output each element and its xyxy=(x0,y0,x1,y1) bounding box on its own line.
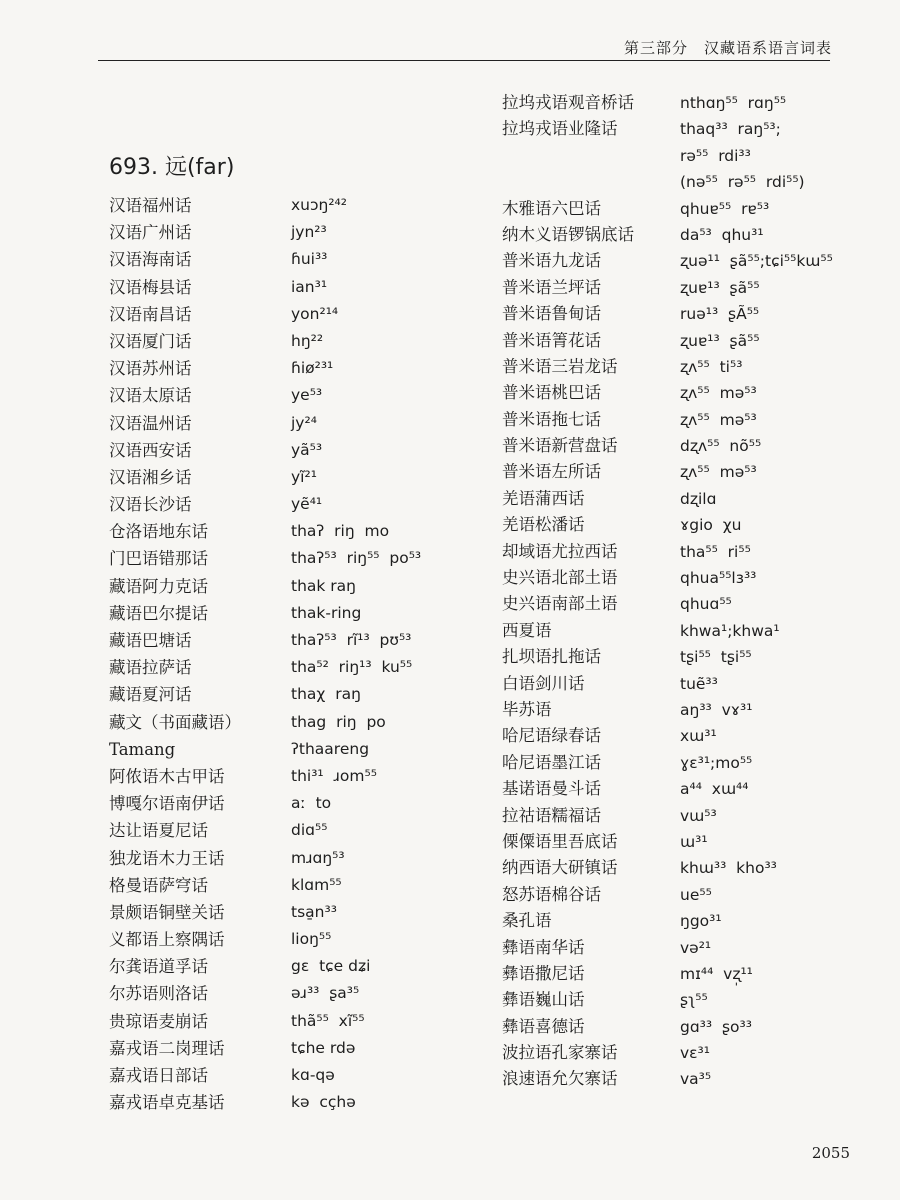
dialect-name: 基诺语曼斗话 xyxy=(502,779,601,799)
dialect-name: 普米语左所话 xyxy=(502,462,601,482)
word-entry-row xyxy=(109,627,449,654)
word-entry-row xyxy=(109,328,449,355)
phonetic-form: hŋ²² xyxy=(291,331,324,350)
word-entry-row xyxy=(109,301,449,328)
word-entry-row xyxy=(109,355,449,382)
dialect-name: 仓洛语地东话 xyxy=(109,522,208,542)
phonetic-form: ye⁵³ xyxy=(291,386,323,405)
phonetic-form: khɯ³³ kho³³ xyxy=(680,859,777,878)
phonetic-form: tɕhe rdə xyxy=(291,1038,356,1057)
dialect-name: 藏语巴塘话 xyxy=(109,631,192,650)
phonetic-form: ian³¹ xyxy=(291,277,328,296)
phonetic-form: ʐuɐ¹³ ʂã⁵⁵ xyxy=(680,278,760,297)
phonetic-form: aː to xyxy=(291,794,332,813)
phonetic-form: mɹɑŋ⁵³ xyxy=(291,848,345,867)
word-entry-row xyxy=(109,709,449,736)
phonetic-form: ʔthaareng xyxy=(291,739,370,758)
word-entry-row xyxy=(502,935,862,961)
dialect-name: 傈僳语里吾底话 xyxy=(502,831,618,851)
dialect-name: 藏语阿力克话 xyxy=(109,576,208,596)
phonetic-form: mɪ⁴⁴ vʐ̩¹¹ xyxy=(680,964,753,983)
dialect-name: 门巴语错那话 xyxy=(109,549,208,569)
word-entry-row xyxy=(502,803,862,829)
phonetic-form: jy²⁴ xyxy=(291,413,317,432)
phonetic-form: yã⁵³ xyxy=(291,440,323,459)
word-entry-row xyxy=(502,275,862,301)
word-entry-row xyxy=(502,829,862,855)
phonetic-form: thag riŋ po xyxy=(291,712,386,731)
word-entry-row xyxy=(109,437,449,464)
word-entry-row xyxy=(502,618,862,644)
phonetic-form: thaq³³ raŋ⁵³; xyxy=(680,120,781,139)
phonetic-form: thaχ raŋ xyxy=(291,685,361,704)
phonetic-form: thi³¹ ɹom⁵⁵ xyxy=(291,766,377,785)
word-entry-row xyxy=(502,961,862,987)
word-entry-row xyxy=(109,654,449,681)
phonetic-form: lioŋ⁵⁵ xyxy=(291,930,332,949)
word-entry-row xyxy=(109,545,449,572)
dialect-name: 普米语鲁甸话 xyxy=(502,304,601,324)
phonetic-form: vɯ⁵³ xyxy=(680,806,717,825)
dialect-name: 纳西语大研镇话 xyxy=(502,858,618,878)
phonetic-form: qhuɐ⁵⁵ rɐ⁵³ xyxy=(680,199,770,218)
phonetic-form: a⁴⁴ xɯ⁴⁴ xyxy=(680,780,749,799)
dialect-name: 彝语巍山话 xyxy=(502,990,585,1010)
word-entry-row xyxy=(109,464,449,491)
dialect-name: 浪速语允欠寨话 xyxy=(502,1069,618,1089)
word-entry-row xyxy=(109,1008,449,1035)
word-entry-row xyxy=(502,459,862,485)
dialect-name: 汉语厦门话 xyxy=(109,331,192,351)
word-entry-row xyxy=(502,1040,862,1066)
word-entry-row xyxy=(109,219,449,246)
entry-title: 693. 远(far) xyxy=(109,155,235,180)
dialect-name: 普米语新营盘话 xyxy=(502,436,618,456)
word-entry-row xyxy=(502,116,862,142)
word-entry-row xyxy=(109,246,449,273)
word-entry-row xyxy=(109,953,449,980)
dialect-name: 尔龚语道孚话 xyxy=(109,957,208,977)
word-entry-row xyxy=(109,899,449,926)
dialect-name: 却域语尤拉西话 xyxy=(502,541,618,561)
word-entry-row xyxy=(109,573,449,600)
phonetic-form: gɛ tɕe dʑi xyxy=(291,957,371,976)
word-entry-row xyxy=(502,750,862,776)
phonetic-form: nthɑŋ⁵⁵ rɑŋ⁵⁵ xyxy=(680,94,787,112)
phonetic-form: ʐʌ⁵⁵ mə⁵³ xyxy=(680,463,757,482)
phonetic-form: ʐʌ⁵⁵ mə⁵³ xyxy=(680,384,757,403)
dialect-name: 景颇语铜壁关话 xyxy=(109,902,225,922)
phonetic-form: aŋ³³ vɤ³¹ xyxy=(680,700,753,719)
dialect-name: Tamang xyxy=(109,739,176,759)
word-entry-row xyxy=(502,248,862,274)
phonetic-form: əɹ³³ ʂa³⁵ xyxy=(291,984,360,1003)
dialect-name: 普米语兰坪话 xyxy=(502,277,601,297)
phonetic-form: thaʔ⁵³ riŋ⁵⁵ po⁵³ xyxy=(291,549,422,568)
phonetic-form: qhua⁵⁵lɜ³³ xyxy=(680,569,757,588)
word-entry-row xyxy=(502,591,862,617)
phonetic-form: ɤgio χu xyxy=(680,516,742,535)
phonetic-form: rə⁵⁵ rdi³³ xyxy=(680,146,751,165)
word-entry-row xyxy=(502,222,862,248)
page-header: 第三部分 汉藏语系语言词表 xyxy=(623,39,832,57)
phonetic-form: xɯ³¹ xyxy=(680,727,717,746)
dialect-name: 哈尼语墨江话 xyxy=(502,752,601,772)
word-entry-row xyxy=(502,380,862,406)
dialect-name: 博嘎尔语南伊话 xyxy=(109,794,225,814)
dialect-name: 汉语梅县话 xyxy=(109,277,192,297)
dialect-name: 汉语苏州话 xyxy=(109,359,192,379)
dialect-name: 藏文（书面藏语） xyxy=(109,712,241,732)
dialect-name: 史兴语南部土语 xyxy=(502,594,618,614)
word-entry-row xyxy=(502,486,862,512)
dialect-name: 尔苏语则洛话 xyxy=(109,984,208,1004)
phonetic-form: ʐuɐ¹³ ʂã⁵⁵ xyxy=(680,331,760,350)
phonetic-form: vɛ³¹ xyxy=(680,1044,710,1063)
dialect-name: 木雅语六巴话 xyxy=(502,198,601,218)
phonetic-form: tʂi⁵⁵ tʂi⁵⁵ xyxy=(680,648,752,667)
word-entry-row xyxy=(109,681,449,708)
phonetic-form: yẽ⁴¹ xyxy=(291,495,323,514)
word-entry-row xyxy=(109,1062,449,1089)
dialect-name: 彝语喜德话 xyxy=(502,1016,585,1036)
dialect-name: 汉语长沙话 xyxy=(109,495,192,515)
phonetic-form: thaʔ⁵³ rĩ¹³ pʊ⁵³ xyxy=(291,631,412,649)
word-entry-row xyxy=(109,192,449,219)
dialect-name: 普米语拖七话 xyxy=(502,409,601,429)
dialect-name: 贵琼语麦崩话 xyxy=(109,1011,208,1031)
phonetic-form: thaʔ riŋ mo xyxy=(291,522,390,541)
word-entry-row xyxy=(502,407,862,433)
word-entry-row xyxy=(502,196,862,222)
dialect-name: 扎坝语扎拖话 xyxy=(502,647,601,667)
dialect-name: 嘉戎语卓克基话 xyxy=(109,1093,225,1113)
phonetic-form: yĩ²¹ xyxy=(291,467,317,486)
dialect-name: 独龙语木力王话 xyxy=(109,848,225,868)
header-rule xyxy=(98,60,830,61)
phonetic-form: yon²¹⁴ xyxy=(291,304,339,323)
page-number: 2055 xyxy=(811,1144,850,1162)
phonetic-form: jyn²³ xyxy=(291,223,327,242)
dialect-name: 毕苏语 xyxy=(502,699,552,719)
phonetic-form: ʂʅ⁵⁵ xyxy=(680,991,708,1010)
dialect-name: 汉语太原话 xyxy=(109,386,192,406)
word-entry-row xyxy=(502,908,862,934)
word-entry-row xyxy=(502,644,862,670)
dialect-name: 普米语九龙话 xyxy=(502,251,601,271)
dialect-name: 普米语箐花话 xyxy=(502,330,601,350)
word-entry-row xyxy=(502,301,862,327)
word-entry-row xyxy=(502,433,862,459)
word-entry-row xyxy=(502,565,862,591)
dialect-name: 史兴语北部土语 xyxy=(502,568,618,588)
word-entry-row xyxy=(502,855,862,881)
word-entry-row xyxy=(109,1035,449,1062)
word-entry-row xyxy=(109,763,449,790)
dialect-name: 普米语桃巴话 xyxy=(502,383,601,403)
dialect-name: 汉语海南话 xyxy=(109,250,192,270)
phonetic-form: ɦui³³ xyxy=(291,250,328,269)
phonetic-form: gɑ³³ ʂo³³ xyxy=(680,1017,752,1036)
left-column xyxy=(109,192,449,1116)
dialect-name: 阿侬语木古甲话 xyxy=(109,766,225,786)
phonetic-form: tsa̱n³³ xyxy=(291,902,337,921)
phonetic-form: diɑ⁵⁵ xyxy=(291,821,328,840)
dialect-name: 嘉戎语日部话 xyxy=(109,1066,208,1085)
phonetic-form: xuɔŋ²⁴² xyxy=(291,196,347,214)
dialect-name: 西夏语 xyxy=(502,620,552,640)
phonetic-form: qhuɑ⁵⁵ xyxy=(680,595,732,614)
word-entry-row xyxy=(502,512,862,538)
phonetic-form: thã⁵⁵ xĩ⁵⁵ xyxy=(291,1011,365,1030)
dialect-name: 嘉戎语二岗理话 xyxy=(109,1038,225,1058)
dialect-name: 汉语广州话 xyxy=(109,223,192,243)
word-entry-row xyxy=(502,1014,862,1040)
word-entry-row xyxy=(109,518,449,545)
word-entry-row xyxy=(502,723,862,749)
word-entry-row xyxy=(502,169,862,195)
dialect-name: 拉坞戎语业隆话 xyxy=(502,119,618,139)
dialect-name: 汉语福州话 xyxy=(109,196,192,215)
dialect-name: 羌语蒲西话 xyxy=(502,488,585,508)
phonetic-form: ŋgo³¹ xyxy=(680,912,722,931)
phonetic-form: dʐʌ⁵⁵ nõ⁵⁵ xyxy=(680,437,762,456)
word-entry-row xyxy=(109,382,449,409)
word-entry-row xyxy=(502,143,862,169)
right-column xyxy=(502,90,862,1093)
dialect-name: 纳木义语锣锅底话 xyxy=(502,224,634,244)
phonetic-form: da⁵³ qhu³¹ xyxy=(680,225,764,244)
phonetic-form: ruə¹³ ʂÃ⁵⁵ xyxy=(680,305,760,324)
word-entry-row xyxy=(109,600,449,627)
dialect-name: 彝语南华话 xyxy=(502,937,585,957)
word-entry-row xyxy=(109,736,449,763)
phonetic-form: kɑ-qə xyxy=(291,1066,335,1084)
word-entry-row xyxy=(109,790,449,817)
word-entry-row xyxy=(109,845,449,872)
word-entry-row xyxy=(109,1089,449,1116)
word-entry-row xyxy=(109,817,449,844)
dialect-name: 汉语温州话 xyxy=(109,413,192,433)
phonetic-form: (nə⁵⁵ rə⁵⁵ rdi⁵⁵) xyxy=(680,173,805,192)
phonetic-form: və²¹ xyxy=(680,938,712,957)
word-entry-row xyxy=(109,926,449,953)
word-entry-row xyxy=(502,697,862,723)
dialect-name: 普米语三岩龙话 xyxy=(502,356,618,376)
phonetic-form: dʐilɑ xyxy=(680,489,717,508)
dialect-name: 怒苏语棉谷话 xyxy=(502,884,601,904)
phonetic-form: tha⁵² riŋ¹³ ku⁵⁵ xyxy=(291,658,413,677)
word-entry-row xyxy=(109,274,449,301)
word-entry-row xyxy=(502,90,862,116)
phonetic-form: thak-ring xyxy=(291,603,362,622)
dialect-name: 汉语西安话 xyxy=(109,440,192,460)
dialect-name: 藏语拉萨话 xyxy=(109,658,192,678)
word-entry-row xyxy=(502,539,862,565)
phonetic-form: tha⁵⁵ ri⁵⁵ xyxy=(680,542,751,561)
dialect-name: 达让语夏尼话 xyxy=(109,821,208,841)
phonetic-form: ʐʌ⁵⁵ ti⁵³ xyxy=(680,357,743,376)
word-entry-row xyxy=(109,410,449,437)
word-entry-row xyxy=(109,491,449,518)
dialect-name: 义都语上察隅话 xyxy=(109,930,225,950)
word-entry-row xyxy=(502,882,862,908)
phonetic-form: ue⁵⁵ xyxy=(680,885,712,904)
dialect-name: 哈尼语绿春话 xyxy=(502,726,601,746)
dialect-name: 羌语松潘话 xyxy=(502,515,585,535)
word-entry-row xyxy=(109,872,449,899)
phonetic-form: khwa¹;khwa¹ xyxy=(680,621,780,640)
phonetic-form: ɦiø²³¹ xyxy=(291,359,334,378)
phonetic-form: ɣɛ³¹;mo⁵⁵ xyxy=(680,753,753,772)
word-entry-row xyxy=(502,1066,862,1092)
phonetic-form: ʐuə¹¹ ʂã⁵⁵;tɕi⁵⁵kɯ⁵⁵ xyxy=(680,252,833,271)
dialect-name: 格曼语萨穹话 xyxy=(109,875,208,895)
dialect-name: 彝语撒尼话 xyxy=(502,963,585,983)
phonetic-form: tuẽ³³ xyxy=(680,674,718,693)
phonetic-form: thak raŋ xyxy=(291,576,356,595)
word-entry-row xyxy=(502,328,862,354)
word-entry-row xyxy=(502,987,862,1013)
phonetic-form: ɯ³¹ xyxy=(680,832,708,851)
dialect-name: 汉语南昌话 xyxy=(109,304,192,324)
word-entry-row xyxy=(502,776,862,802)
dialect-name: 拉坞戎语观音桥话 xyxy=(502,93,634,112)
phonetic-form: va³⁵ xyxy=(680,1070,712,1089)
dialect-name: 藏语巴尔提话 xyxy=(109,603,208,623)
phonetic-form: kə cçhə xyxy=(291,1093,356,1112)
dialect-name: 波拉语孔家寨话 xyxy=(502,1043,618,1063)
dialect-name: 拉祜语糯福话 xyxy=(502,805,601,825)
phonetic-form: ʐʌ⁵⁵ mə⁵³ xyxy=(680,410,757,429)
dialect-name: 汉语湘乡话 xyxy=(109,467,192,487)
word-entry-row xyxy=(502,671,862,697)
word-entry-row xyxy=(109,980,449,1007)
phonetic-form: klɑm⁵⁵ xyxy=(291,875,342,894)
dialect-name: 藏语夏河话 xyxy=(109,685,192,705)
dialect-name: 白语剑川话 xyxy=(502,673,585,693)
dialect-name: 桑孔语 xyxy=(502,911,552,931)
word-entry-row xyxy=(502,354,862,380)
